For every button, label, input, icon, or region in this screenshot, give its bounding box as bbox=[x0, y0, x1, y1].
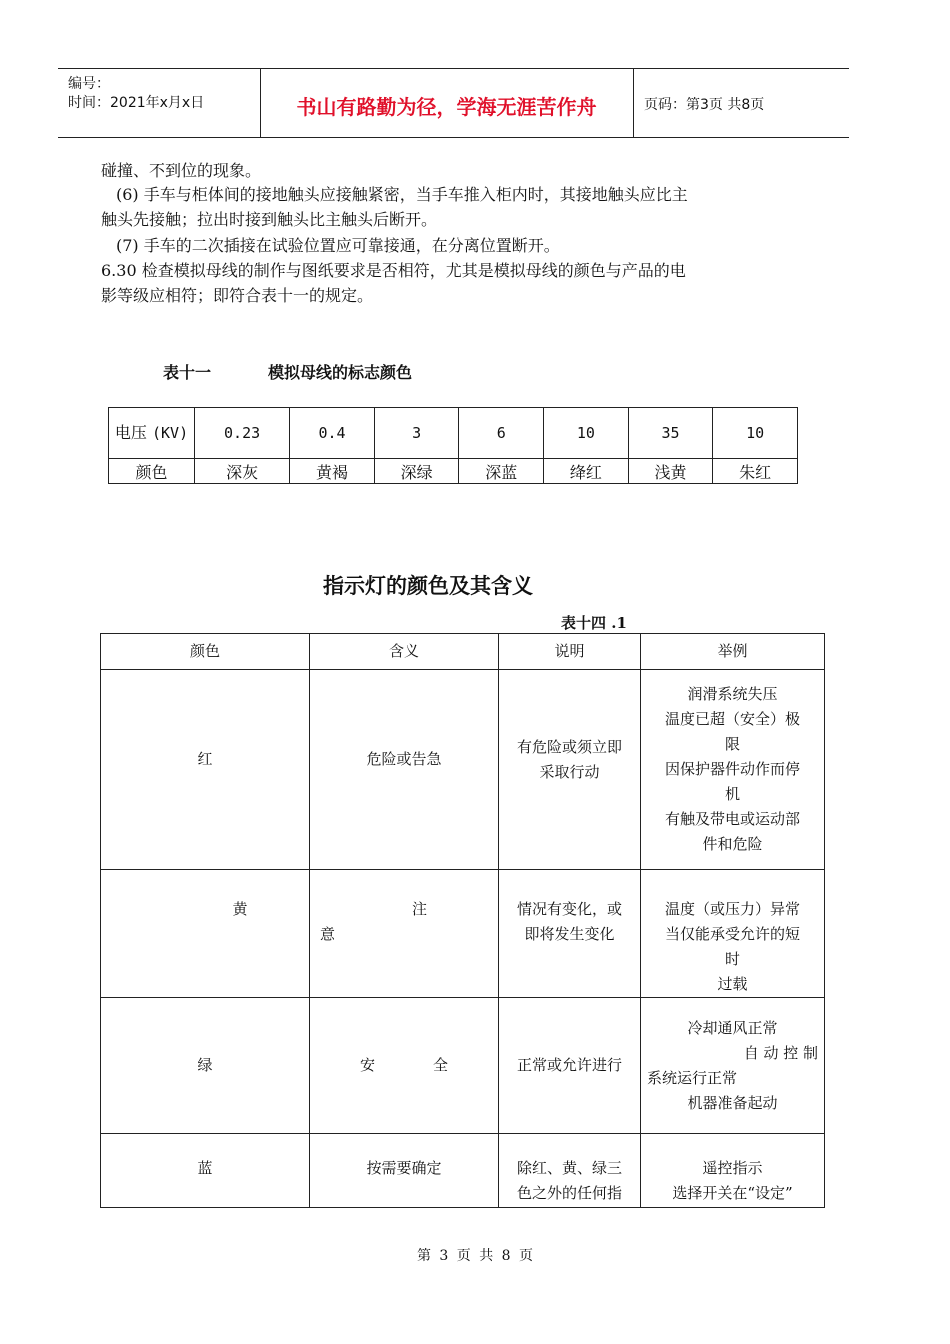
cell-text-line: 情况有变化，或 bbox=[516, 900, 622, 918]
cell-text-line: 遥控指示 bbox=[702, 1159, 763, 1177]
cell-text-line: 润滑系统失压 bbox=[687, 685, 778, 703]
paragraph-line: 6.30 检查模拟母线的制作与图纸要求是否相符，尤其是模拟母线的颜色与产品的电 bbox=[101, 261, 686, 280]
cell-text-line: 自 动 控 制 bbox=[743, 1043, 818, 1062]
document-time-label: 时间：2021年x月x日 bbox=[68, 95, 205, 111]
header-meta-cell bbox=[58, 69, 261, 137]
table-row bbox=[101, 998, 825, 1134]
table-cell: 绛红 bbox=[544, 459, 629, 484]
column-header: 举例 bbox=[641, 634, 825, 670]
table-cell bbox=[499, 870, 641, 998]
footer-page-number: 3 bbox=[439, 1248, 449, 1264]
table11-caption-title: 模拟母线的标志颜色 bbox=[268, 363, 413, 382]
table-row bbox=[101, 870, 825, 998]
section-title: 指示灯的颜色及其含义 bbox=[323, 573, 533, 598]
cell-text-line: 当仅能承受允许的短 bbox=[664, 925, 800, 943]
table-cell bbox=[310, 998, 499, 1134]
paragraph-line: 影等级应相符；即符合表十一的规定。 bbox=[101, 286, 374, 305]
cell-text-line: 黄 bbox=[232, 900, 248, 918]
busbar-color-table bbox=[108, 407, 798, 484]
table-cell: 按需要确定 bbox=[310, 1134, 499, 1208]
column-header: 含义 bbox=[310, 634, 499, 670]
table-cell bbox=[641, 670, 825, 870]
table-cell: 黄褐 bbox=[290, 459, 375, 484]
paragraph-line: 碰撞、不到位的现象。 bbox=[101, 161, 262, 180]
table-cell: 朱红 bbox=[713, 459, 798, 484]
paragraph-line: 触头先接触；拉出时接到触头比主触头后断开。 bbox=[101, 210, 438, 229]
table-cell: 绿 bbox=[101, 998, 310, 1134]
table-cell: 0.4 bbox=[290, 408, 375, 459]
table-cell bbox=[641, 1134, 825, 1208]
table11-caption-number: 表十一 bbox=[163, 363, 212, 382]
cell-text-line: 全 bbox=[433, 1056, 449, 1074]
footer-page-total: 8 bbox=[501, 1248, 511, 1264]
table-cell: 0.23 bbox=[195, 408, 290, 459]
cell-text-line: 机 bbox=[724, 785, 740, 803]
cell-text-line: 机器准备起动 bbox=[687, 1093, 778, 1112]
table-cell: 红 bbox=[101, 670, 310, 870]
table-cell bbox=[310, 870, 499, 998]
cell-text-line: 系统运行正常 bbox=[647, 1068, 738, 1087]
header-motto: 书山有路勤为径，学海无涯苦作舟 bbox=[296, 95, 597, 119]
cell-text-line: 时 bbox=[724, 950, 740, 968]
cell-text-line: 有触及带电或运动部 bbox=[664, 810, 800, 828]
table-cell: 深绿 bbox=[374, 459, 459, 484]
table-cell bbox=[499, 670, 641, 870]
table-header-row bbox=[101, 634, 825, 670]
cell-text-line: 选择开关在“设定” bbox=[672, 1184, 793, 1202]
voltage-label: 电压 bbox=[114, 423, 147, 442]
table-row bbox=[109, 408, 798, 459]
header-page-info: 页码：第3页 共8页 bbox=[644, 97, 765, 113]
table-cell bbox=[641, 870, 825, 998]
cell-text-line: 冷却通风正常 bbox=[687, 1018, 778, 1037]
table-cell: 浅黄 bbox=[628, 459, 713, 484]
column-header: 颜色 bbox=[101, 634, 310, 670]
cell-text-line: 有危险或须立即 bbox=[516, 737, 622, 756]
table-cell: 3 bbox=[374, 408, 459, 459]
header-page-cell bbox=[634, 69, 849, 137]
page-footer bbox=[0, 1245, 950, 1265]
cell-text-line: 温度已超（安全）极 bbox=[664, 710, 800, 728]
table-cell bbox=[641, 998, 825, 1134]
table-cell: 10 bbox=[713, 408, 798, 459]
cell-text-line: 安 bbox=[359, 1056, 375, 1074]
cell-text-line: 过载 bbox=[717, 975, 748, 993]
voltage-unit-label: (KV) bbox=[151, 424, 189, 442]
table-cell: 深蓝 bbox=[459, 459, 544, 484]
document-number-label: 编号： bbox=[68, 76, 110, 92]
cell-text-line: 意 bbox=[320, 925, 336, 943]
table-row bbox=[101, 670, 825, 870]
table-cell: 深灰 bbox=[195, 459, 290, 484]
table-cell bbox=[499, 1134, 641, 1208]
footer-text: 第 bbox=[416, 1248, 431, 1264]
page-header bbox=[58, 68, 849, 138]
table-cell: 蓝 bbox=[101, 1134, 310, 1208]
cell-text-line: 除红、黄、绿三 bbox=[516, 1159, 622, 1177]
cell-text-line: 即将发生变化 bbox=[524, 925, 615, 943]
cell-text-line: 温度（或压力）异常 bbox=[664, 900, 800, 918]
cell-text-line: 注 bbox=[412, 900, 428, 918]
column-header: 说明 bbox=[499, 634, 641, 670]
table-cell: 危险或告急 bbox=[310, 670, 499, 870]
table-cell: 10 bbox=[544, 408, 629, 459]
cell-text-line: 采取行动 bbox=[539, 762, 600, 781]
paragraph-line: (6) 手车与柜体间的接地触头应接触紧密，当手车推入柜内时，其接地触头应比主 bbox=[116, 185, 688, 204]
table-row bbox=[101, 1134, 825, 1208]
footer-text: 页 bbox=[456, 1248, 471, 1264]
cell-text-line: 因保护器件动作而停 bbox=[664, 760, 800, 778]
footer-text: 共 bbox=[479, 1248, 494, 1264]
cell-text-line: 限 bbox=[724, 735, 740, 753]
paragraph-line: (7) 手车的二次插接在试验位置应可靠接通，在分离位置断开。 bbox=[116, 236, 560, 255]
header-motto-cell bbox=[260, 69, 634, 137]
footer-text: 页 bbox=[519, 1248, 534, 1264]
cell-text-line: 色之外的任何指 bbox=[516, 1184, 622, 1202]
table-cell: 颜色 bbox=[109, 459, 195, 484]
table-cell bbox=[109, 408, 195, 459]
table14-label: 表十四 .1 bbox=[561, 614, 627, 632]
table-cell: 6 bbox=[459, 408, 544, 459]
table-cell bbox=[101, 870, 310, 998]
indicator-color-table bbox=[100, 633, 825, 1208]
table-cell: 35 bbox=[628, 408, 713, 459]
cell-text-line: 件和危险 bbox=[702, 835, 763, 853]
table-cell: 正常或允许进行 bbox=[499, 998, 641, 1134]
table-row bbox=[109, 459, 798, 484]
